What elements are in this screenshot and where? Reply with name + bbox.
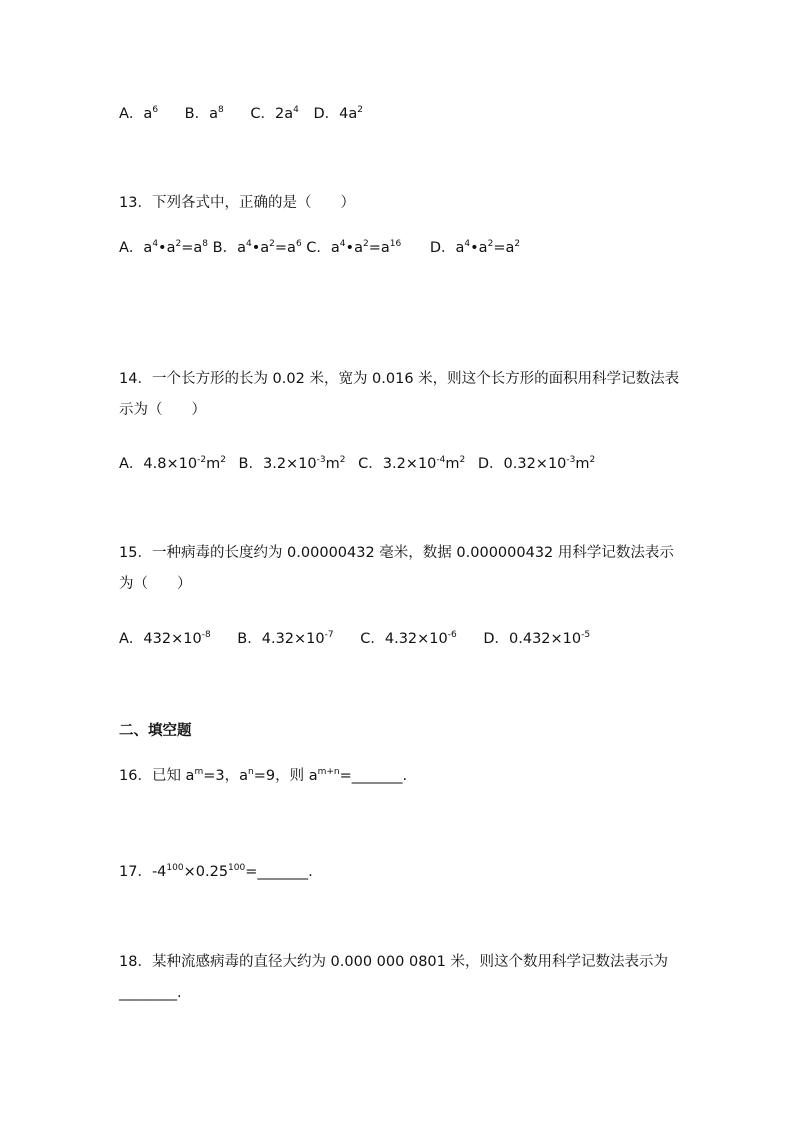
q14-stem: 14．一个长方形的长为 0.02 米，宽为 0.016 米，则这个长方形的面积用科学记数法表示为（ ） bbox=[119, 371, 680, 418]
q13-option-c: C．$a^4•a^2=a^{16}$ bbox=[306, 239, 402, 256]
q18-stem: 18．某种流感病毒的直径大约为 0.000 000 0801 米，则这个数用科学记数法表示为________. bbox=[119, 954, 668, 1001]
section-title: 二、填空题 bbox=[119, 723, 192, 739]
q15-stem: 15．一种病毒的长度约为 0.00000432 毫米，数据 0.000000432 用科学记数法表示为（ ） bbox=[119, 545, 674, 592]
q15-options bbox=[119, 627, 684, 648]
q14-option-d: D．$0.32\times 10^{-3}m^2$ bbox=[477, 455, 596, 472]
q13-option-b: B．$a^4•a^2=a^6$ bbox=[212, 239, 302, 256]
q14-option-a: A．$4.8\times 10^{-2}m^2$ bbox=[119, 455, 226, 472]
q15-option-d: D．$0.432\times 10^{-5}$ bbox=[483, 630, 591, 647]
q12-option-b: B．$a^8$ bbox=[184, 105, 224, 122]
q15-option-c: C．$4.32\times 10^{-6}$ bbox=[360, 630, 457, 647]
q12-option-c: C．$2a^4$ bbox=[250, 105, 299, 122]
q13-options bbox=[119, 236, 684, 257]
q16-stem: 16．已知 $a^m=3$，$a^n=9$，则 $a^{m+n}=\_\_\_\_\_\_\_$. bbox=[119, 767, 408, 784]
q15-option-b: B．$4.32\times 10^{-7}$ bbox=[237, 630, 334, 647]
q13-stem: 13．下列各式中，正确的是（ ） bbox=[119, 195, 355, 211]
q17-stem: 17．$-4^{100}\times 0.25^{100}=\_\_\_\_\_\_\_$. bbox=[119, 863, 313, 880]
q14-option-b: B．$3.2\times 10^{-3}m^2$ bbox=[238, 455, 346, 472]
q13-option-d: D．$a^4•a^2=a^2$ bbox=[429, 239, 521, 256]
q12-option-a: A．$a^6$ bbox=[119, 105, 159, 122]
q14-option-c: C．$3.2\times 10^{-4}m^2$ bbox=[358, 455, 466, 472]
q12-options bbox=[119, 102, 684, 123]
q15-option-a: A．$432\times 10^{-8}$ bbox=[119, 630, 211, 647]
q14-options bbox=[119, 452, 684, 473]
q13-option-a: A．$a^4•a^2=a^8$ bbox=[119, 239, 209, 256]
q12-option-d: D．$4a^2$ bbox=[313, 105, 363, 122]
